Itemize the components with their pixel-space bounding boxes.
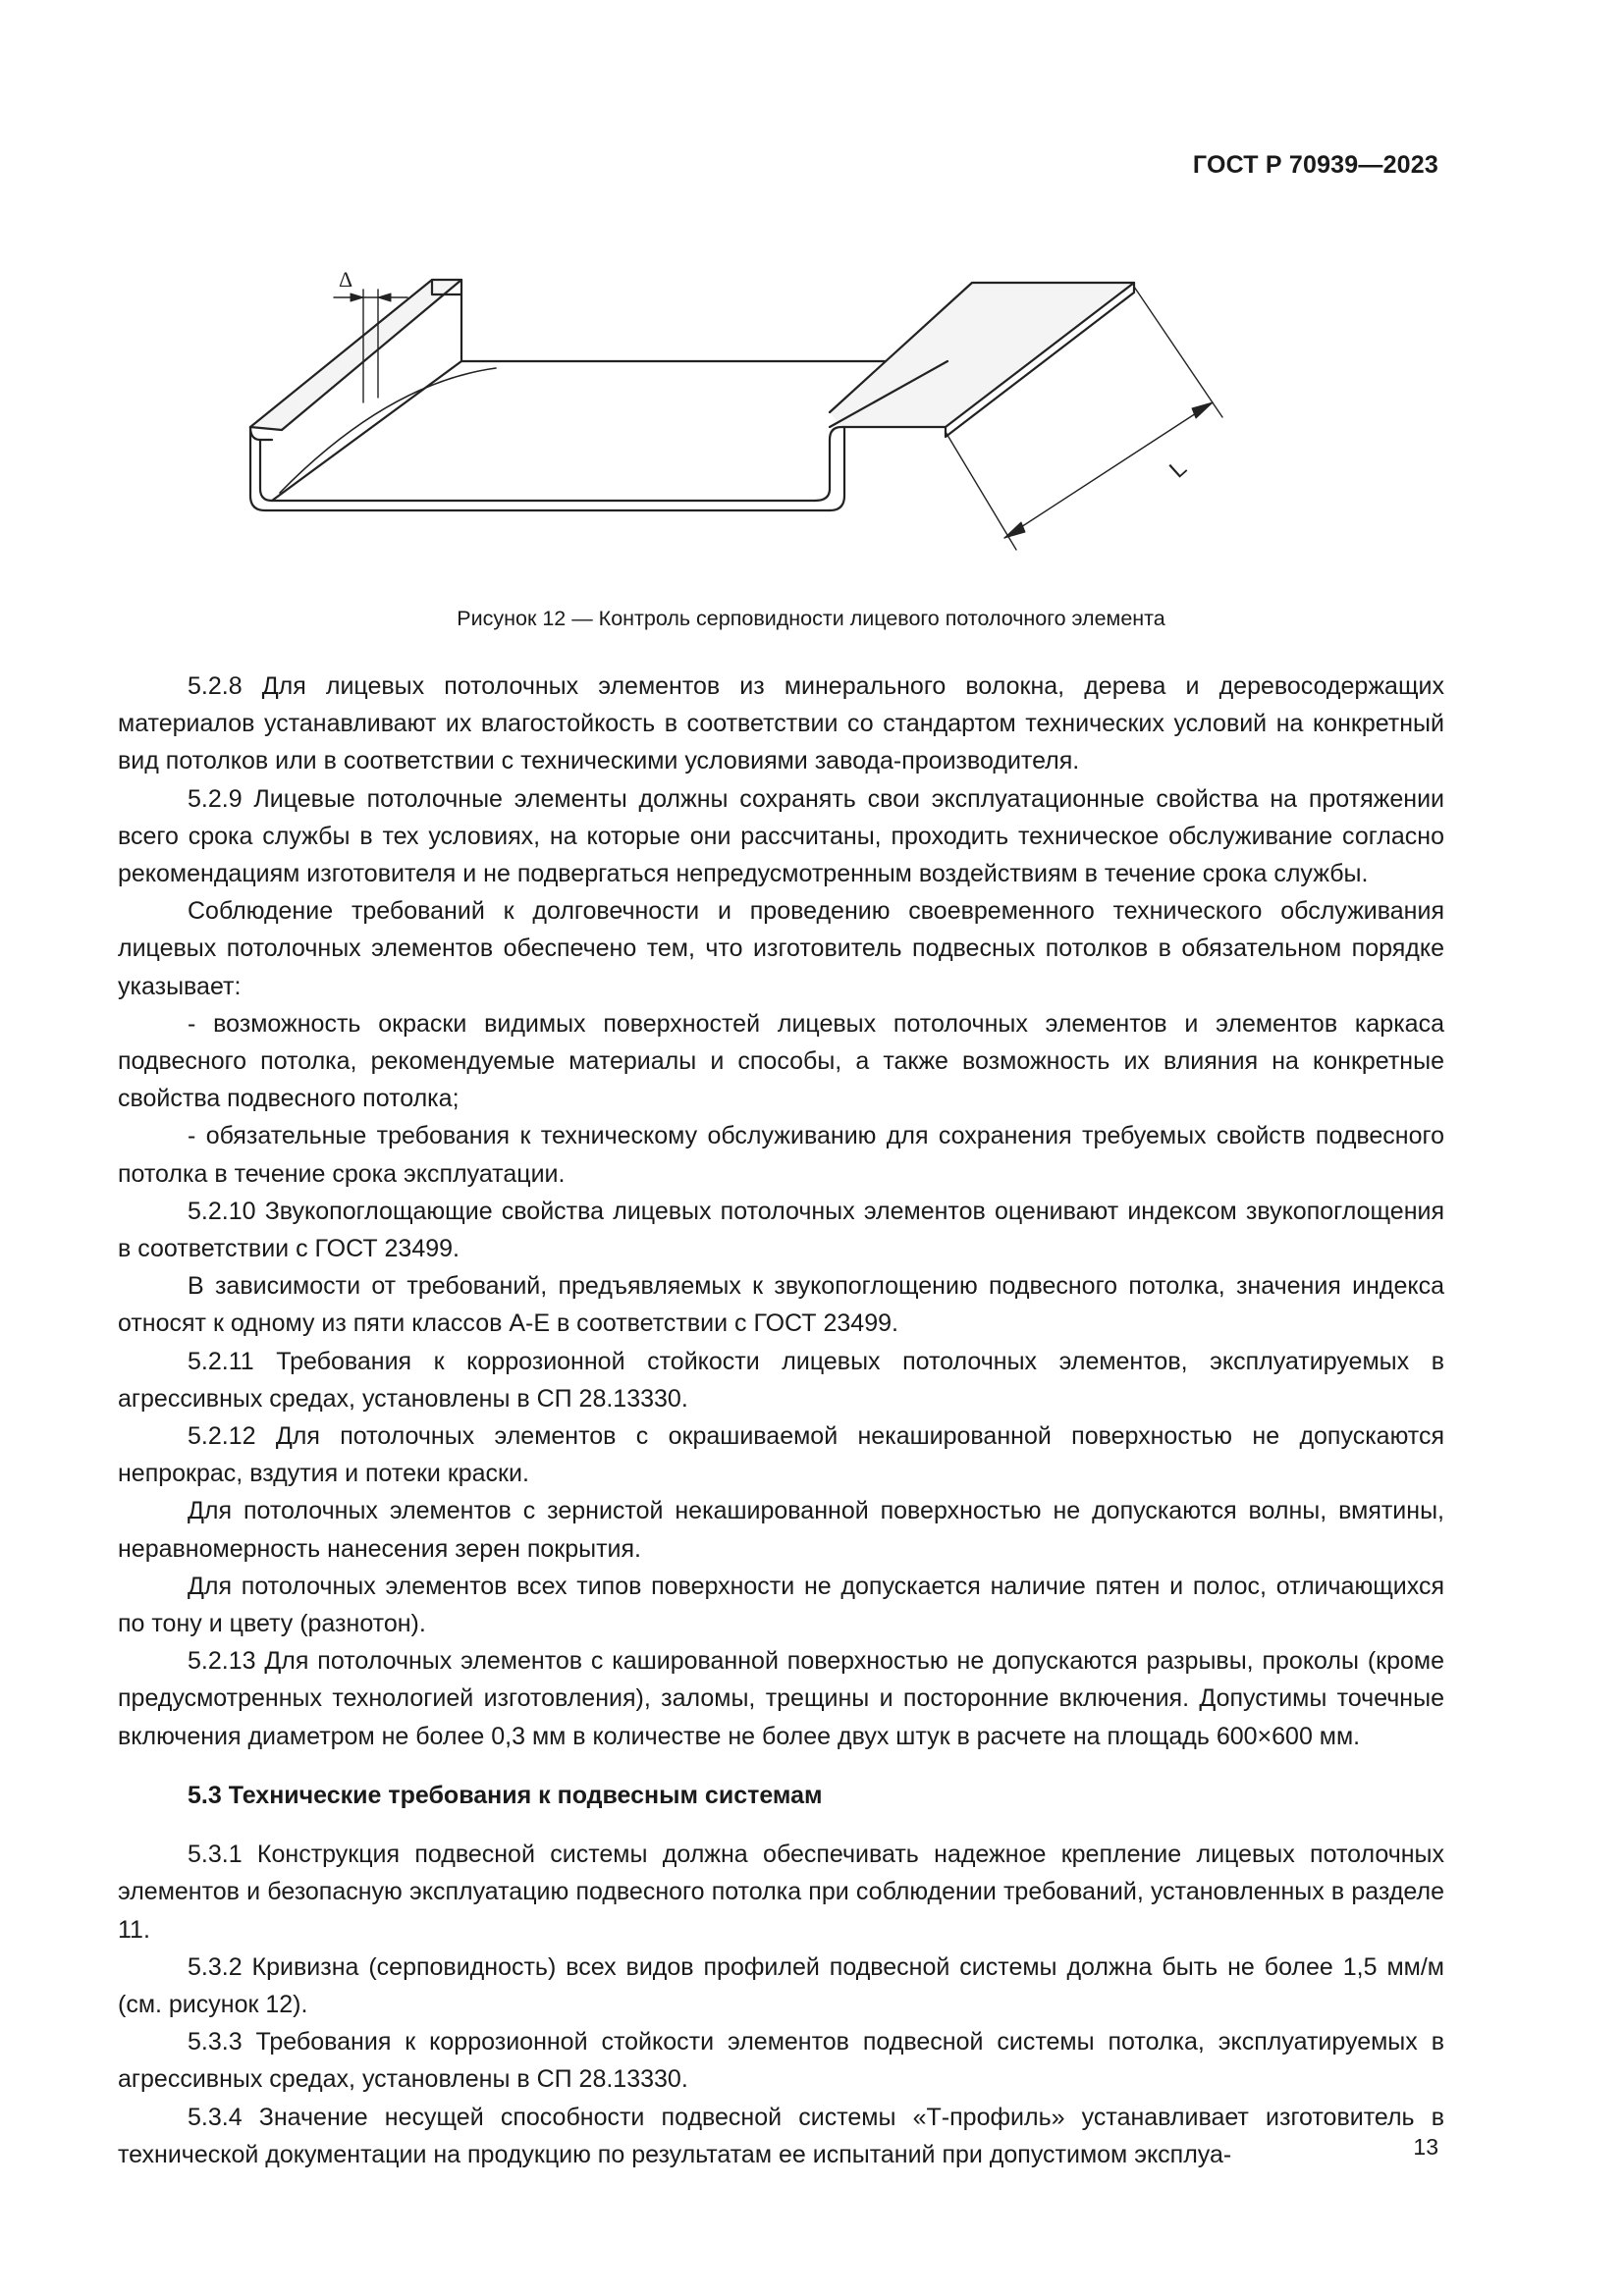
paragraph-5-3-4: 5.3.4 Значение несущей способности подвесной системы «Т-профиль» устанавливает изготовитель в технической документации на продукцию по результатам ее испытаний при допустимом эксплуа- <box>118 2103 1444 2168</box>
paragraph-spots: Для потолочных элементов всех типов поверхности не допускается наличие пятен и полос, отличающихся по тону и цвету (разнотон). <box>118 1572 1444 1638</box>
right-wall-inner <box>815 427 841 501</box>
right-flange <box>830 283 1134 427</box>
left-wall <box>250 427 830 510</box>
dimension-ext-2 <box>1134 287 1222 417</box>
document-body <box>118 667 1444 2173</box>
paragraph-5-2-9: 5.2.9 Лицевые потолочные элементы должны сохранять свои эксплуатационные свойства на протяжении всего срока службы в тех условиях, на которые они рассчитаны, проходить техническое обслуживание согласно рекомендациям изготовителя и не подвергаться непредусмотренным воздействиям в течение срока службы. <box>118 784 1444 888</box>
paragraph-5-3-2: 5.3.2 Кривизна (серповидность) всех видов профилей подвесной системы должна быть не более 1,5 мм/м (см. рисунок 12). <box>118 1952 1444 2018</box>
paragraph-5-3-3: 5.3.3 Требования к коррозионной стойкости элементов подвесной системы потолка, эксплуатируемых в агрессивных средах, установлены в СП 28.13330. <box>118 2028 1444 2094</box>
document-header: ГОСТ Р 70939—2023 <box>1192 151 1438 179</box>
delta-arrow-2 <box>378 294 391 301</box>
paragraph-5-3-1: 5.3.1 Конструкция подвесной системы должна обеспечивать надежное крепление лицевых потолочных элементов и безопасную эксплуатацию подвесного потолка при соблюдении требований, установленных в разделе 11. <box>118 1841 1444 1944</box>
figure-caption: Рисунок 12 — Контроль серповидности лицевого потолочного элемента <box>457 607 1165 630</box>
paragraph-5-2-13: 5.2.13 Для потолочных элементов с кашированной поверхностью не допускаются разрывы, проколы (кроме предусмотренных технологией изготовления), заломы, трещины и посторонние включения. Допустимы точечные включения диаметром не более 0,3 мм в количестве не более двух штук в расчете на площадь 600×600 мм. <box>118 1647 1444 1750</box>
paragraph-durability: Соблюдение требований к долговечности и проведению своевременного технического обслуживания лицевых потолочных элементов обеспечено тем, что изготовитель подвесных потолков в обязательном порядке указывает: <box>118 897 1444 1000</box>
right-wall <box>830 422 844 510</box>
web-top-edge <box>461 294 947 361</box>
section-heading-5-3: 5.3 Технические требования к подвесным системам <box>188 1781 823 1809</box>
paragraph-grainy-surface: Для потолочных элементов с зернистой некашированной поверхностью не допускаются волны, вмятины, неравномерность нанесения зерен покрытия. <box>118 1497 1444 1563</box>
paragraph-sound-classes: В зависимости от требований, предъявляемых к звукопоглощению подвесного потолка, значения индекса относят к одному из пяти классов А-Е в соответствии с ГОСТ 23499. <box>118 1272 1444 1338</box>
page-number: 13 <box>1413 2134 1438 2160</box>
list-item-painting: - возможность окраски видимых поверхностей лицевых потолочных элементов и элементов каркаса подвесного потолка, рекомендуемые материалы и способы, а также возможность их влияния на конкретные свойства подвесного потолка; <box>118 1009 1444 1113</box>
paragraph-5-2-10: 5.2.10 Звукопоглощающие свойства лицевых потолочных элементов оценивают индексом звукопоглощения в соответствии с ГОСТ 23499. <box>118 1197 1444 1263</box>
length-label: L <box>1164 454 1192 484</box>
profile-drawing <box>241 265 1321 579</box>
delta-label: Δ <box>339 267 353 292</box>
dimension-ext-1 <box>946 432 1016 550</box>
paragraph-5-2-11: 5.2.11 Требования к коррозионной стойкости лицевых потолочных элементов, эксплуатируемых в агрессивных средах, установлены в СП 28.13330. <box>118 1347 1444 1413</box>
arrow-L-1 <box>1004 522 1025 538</box>
web-diagonal <box>272 361 461 501</box>
delta-arrow-1 <box>351 294 363 301</box>
paragraph-5-2-8: 5.2.8 Для лицевых потолочных элементов из минерального волокна, дерева и деревосодержащих материалов устанавливают их влагостойкость в соответствии со стандартом технических условий на конкретный вид потолков или в соответствии с техническими условиями завода-производителя. <box>118 672 1444 775</box>
figure-12 <box>241 265 1321 579</box>
left-lip <box>250 280 461 430</box>
paragraph-5-2-12: 5.2.12 Для потолочных элементов с окрашиваемой некашированной поверхностью не допускаются непрокрас, вздутия и потеки краски. <box>118 1422 1444 1488</box>
arrow-L-2 <box>1192 402 1213 418</box>
list-item-maintenance: - обязательные требования к техническому обслуживанию для сохранения требуемых свойств подвесного потолка в течение срока эксплуатации. <box>118 1122 1444 1188</box>
